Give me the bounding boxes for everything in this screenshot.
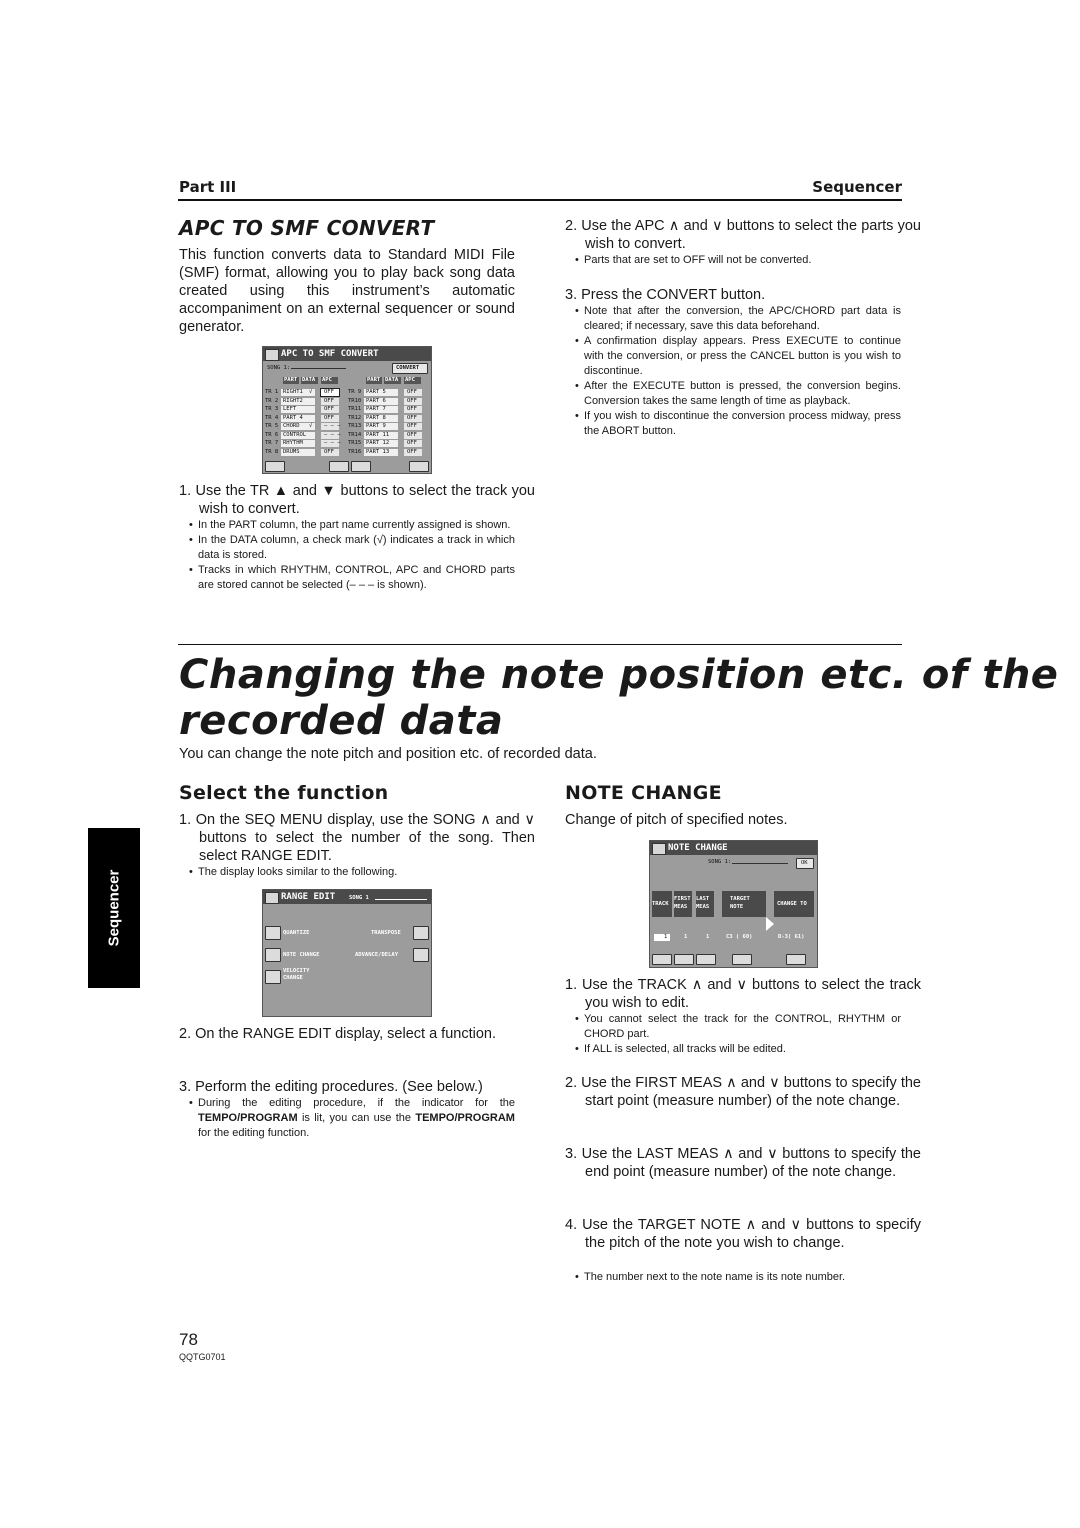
part-name: CONTROL <box>283 431 307 438</box>
apc-value: OFF <box>407 431 417 438</box>
apc-step-1-note: • In the DATA column, a check mark (√) indicates a track in which data is stored. <box>188 533 515 563</box>
apc-intro: This function converts data to Standard MIDI File (SMF) format, allowing you to play back song data created using this instrument’s automatic accompaniment on an external sequencer or sound generator. <box>179 247 515 335</box>
doc-code: QQTG0701 <box>179 1352 226 1362</box>
column-header: DATA <box>302 377 316 383</box>
select-step-3-note <box>188 1096 515 1141</box>
section-intro: You can change the note pitch and position etc. of recorded data. <box>179 746 597 762</box>
track-label: TR 1 <box>265 389 279 395</box>
ok-label: OK <box>801 860 808 866</box>
select-step-1: 1. On the SEQ MENU display, use the SONG ∧ and ∨ buttons to select the number of the song. Then select RANGE EDIT. <box>179 812 535 864</box>
track-value-text: 1 <box>664 934 668 940</box>
range-edit-song: SONG 1 <box>349 895 369 901</box>
part-name: PART 9 <box>366 423 386 429</box>
data-button[interactable] <box>329 461 349 472</box>
note-change-intro: Change of pitch of specified notes. <box>565 812 788 828</box>
ok-button[interactable] <box>796 858 814 869</box>
note-step-4: 4. Use the TARGET NOTE ∧ and ∨ buttons to specify the pitch of the note you wish to change. <box>565 1217 921 1251</box>
apc-heading: APC TO SMF CONVERT <box>179 216 435 240</box>
velocity-change-label: VELOCITY CHANGE <box>283 968 310 981</box>
part-name: PART 6 <box>366 397 386 404</box>
part-name: PART 13 <box>366 448 390 455</box>
section-rule <box>178 644 902 645</box>
apc-value: OFF <box>407 440 417 446</box>
apc-step-3-note: • After the EXECUTE button is pressed, the conversion begins. Conversion takes the same length of time as playback. <box>574 379 901 409</box>
note-step-1-notes <box>574 1012 901 1057</box>
apc-value: OFF <box>324 389 334 395</box>
apc-step-2-notes <box>574 253 901 268</box>
note-step-1-note: • If ALL is selected, all tracks will be edited. <box>574 1042 901 1057</box>
track-label: TR 8 <box>265 448 279 455</box>
apc-value: OFF <box>407 423 417 429</box>
note-song-line <box>732 863 788 864</box>
part-label: Part III <box>179 178 237 196</box>
col-target-note: TARGET NOTE <box>730 896 750 910</box>
note-step-1: 1. Use the TRACK ∧ and ∨ buttons to select the track you wish to edit. <box>565 977 921 1011</box>
track-label: TR15 <box>348 440 362 446</box>
advance-delay-button[interactable] <box>413 948 429 962</box>
note-text: During the editing procedure, if the indicator for the <box>198 1097 515 1109</box>
apc-screen-title: APC TO SMF CONVERT <box>263 347 431 361</box>
note-step-2: 2. Use the FIRST MEAS ∧ and ∨ buttons to specify the start point (measure number) of the note change. <box>565 1075 921 1109</box>
apc-step-2: 2. Use the APC ∧ and ∨ buttons to select the parts you wish to convert. <box>565 218 921 252</box>
section-title <box>179 652 1058 744</box>
apc-song-line <box>291 368 346 369</box>
transpose-button[interactable] <box>413 926 429 940</box>
convert-button-label: CONVERT <box>396 365 420 371</box>
last-meas-button[interactable] <box>696 954 716 965</box>
track-label: TR 2 <box>265 397 279 404</box>
apc-screen-song: SONG 1: <box>267 365 291 371</box>
chapter-label: Sequencer <box>812 178 902 196</box>
apc-step-3: 3. Press the CONVERT button. <box>565 287 766 303</box>
apc-value: – – – <box>324 431 341 438</box>
first-meas-value: 1 <box>684 934 688 940</box>
advance-delay-label: ADVANCE/DELAY <box>355 952 399 958</box>
note-step-4-note: • The number next to the note name is its note number. <box>574 1270 901 1285</box>
apc-step-2-note: • Parts that are set to OFF will not be converted. <box>574 253 901 268</box>
col-change-to: CHANGE TO <box>777 901 807 907</box>
note-step-4-notes <box>574 1270 901 1285</box>
apc-step-3-note: • If you wish to discontinue the conversion process midway, press the ABORT button. <box>574 409 901 439</box>
select-step-1-notes <box>188 865 515 880</box>
track-label: TR 6 <box>265 431 279 438</box>
part-name: PART 4 <box>283 414 303 421</box>
note-emph: TEMPO/PROGRAM <box>415 1112 515 1124</box>
column-header: PART <box>284 377 298 383</box>
apc-step-1-note: • In the PART column, the part name currently assigned is shown. <box>188 518 515 533</box>
note-change-button[interactable] <box>265 948 281 962</box>
part-name: PART 12 <box>366 440 390 446</box>
part-name: PART 11 <box>366 431 390 438</box>
track-label: TR 3 <box>265 406 279 412</box>
change-to-button[interactable] <box>786 954 806 965</box>
part-name: RIGHT2 <box>283 397 303 404</box>
apc-value: OFF <box>324 448 334 455</box>
select-step-3: 3. Perform the editing procedures. (See below.) <box>179 1079 483 1095</box>
screen-icon <box>652 843 666 855</box>
change-arrow-icon <box>766 917 774 931</box>
column-header: APC <box>405 377 415 383</box>
note-change-label: NOTE CHANGE <box>283 952 320 958</box>
quantize-label: QUANTIZE <box>283 930 310 936</box>
select-step-1-note: • The display looks similar to the following. <box>188 865 515 880</box>
apc-value: OFF <box>407 389 417 395</box>
part-name: PART 8 <box>366 414 386 421</box>
range-edit-screen <box>262 889 432 1017</box>
section-title-line-1: Changing the note position etc. of the <box>179 652 1059 698</box>
column-header: DATA <box>385 377 399 383</box>
change-to-value: D♭3( 61) <box>778 934 805 940</box>
apc-right-button[interactable] <box>409 461 429 472</box>
side-tab <box>88 828 140 988</box>
part-name: RIGHT1 <box>283 389 303 395</box>
page-number: 78 <box>179 1330 198 1349</box>
select-step-2: 2. On the RANGE EDIT display, select a function. <box>179 1026 496 1042</box>
header-rule <box>178 199 902 201</box>
apc-left-button[interactable] <box>351 461 371 472</box>
column-header: PART <box>367 377 381 383</box>
part-name: RHYTHM <box>283 440 303 446</box>
apc-step-3-notes <box>574 304 901 439</box>
col-last-meas: LAST MEAS <box>696 896 710 910</box>
range-song-line <box>375 899 427 900</box>
part-name: PART 5 <box>366 389 386 395</box>
convert-button[interactable] <box>392 363 428 374</box>
apc-value: OFF <box>407 448 417 455</box>
track-label: TR 4 <box>265 414 279 421</box>
apc-step-1-notes <box>188 518 515 593</box>
target-note-value: C3 ( 60) <box>726 934 753 940</box>
col-track: TRACK <box>652 901 669 907</box>
apc-step-3-note: • Note that after the conversion, the APC/CHORD part data is cleared; if necessary, save this data beforehand. <box>574 304 901 334</box>
track-value[interactable] <box>654 934 670 941</box>
apc-value: OFF <box>324 397 334 404</box>
track-label: TR16 <box>348 448 362 455</box>
apc-value: – – – <box>324 440 341 446</box>
track-label: TR10 <box>348 397 362 404</box>
track-label: TR 5 <box>265 423 279 429</box>
note-text: for the editing function. <box>198 1127 310 1139</box>
column-header: APC <box>322 377 332 383</box>
velocity-change-button[interactable] <box>265 970 281 984</box>
track-button[interactable] <box>652 954 672 965</box>
track-label: TR11 <box>348 406 362 412</box>
target-note-button[interactable] <box>732 954 752 965</box>
part-name: DRUMS <box>283 448 300 455</box>
side-tab-label: Sequencer <box>105 869 123 947</box>
apc-value: OFF <box>407 414 417 421</box>
track-label: TR12 <box>348 414 362 421</box>
range-edit-title: RANGE EDIT <box>263 890 431 904</box>
track-label: TR 7 <box>265 440 279 446</box>
col-first-meas: FIRST MEAS <box>674 896 691 910</box>
part-name: PART 7 <box>366 406 386 412</box>
apc-screen <box>262 346 432 474</box>
note-change-song: SONG 1: <box>708 859 732 865</box>
track-label: TR14 <box>348 431 362 438</box>
note-change-heading: NOTE CHANGE <box>565 782 722 804</box>
track-label: TR 9 <box>348 389 362 395</box>
first-meas-button[interactable] <box>674 954 694 965</box>
part-name: LEFT <box>283 406 297 412</box>
apc-value: – – – <box>324 423 341 429</box>
note-change-screen <box>649 840 818 968</box>
track-label: TR13 <box>348 423 362 429</box>
screen-icon <box>265 349 279 361</box>
apc-step-1-note: • Tracks in which RHYTHM, CONTROL, APC and CHORD parts are stored cannot be selected (– – – is shown). <box>188 563 515 593</box>
note-step-1-note: • You cannot select the track for the CONTROL, RHYTHM or CHORD part. <box>574 1012 901 1042</box>
last-meas-value: 1 <box>706 934 710 940</box>
note-emph: TEMPO/PROGRAM <box>198 1112 298 1124</box>
select-heading: Select the function <box>179 782 389 804</box>
apc-step-3-note: • A confirmation display appears. Press EXECUTE to continue with the conversion, or press the CANCEL button is you wish to discontinue. <box>574 334 901 379</box>
note-step-3: 3. Use the LAST MEAS ∧ and ∨ buttons to specify the end point (measure number) of the note change. <box>565 1146 921 1180</box>
apc-value: OFF <box>407 406 417 412</box>
apc-step-1: 1. Use the TR ▲ and ▼ buttons to select the track you wish to convert. <box>179 483 535 517</box>
data-check: √ <box>309 423 313 429</box>
note-text: is lit, you can use the <box>301 1112 412 1124</box>
part-name: CHORD <box>283 423 300 429</box>
section-title-line-2: recorded data <box>179 698 504 744</box>
apc-value: OFF <box>324 414 334 421</box>
tr-up-down-button[interactable] <box>265 461 285 472</box>
seq-icon <box>265 892 279 904</box>
data-check: √ <box>309 389 313 395</box>
apc-value: OFF <box>324 406 334 412</box>
note-change-title: NOTE CHANGE <box>650 841 817 855</box>
transpose-label: TRANSPOSE <box>371 930 401 936</box>
quantize-button[interactable] <box>265 926 281 940</box>
apc-value: OFF <box>407 397 417 404</box>
